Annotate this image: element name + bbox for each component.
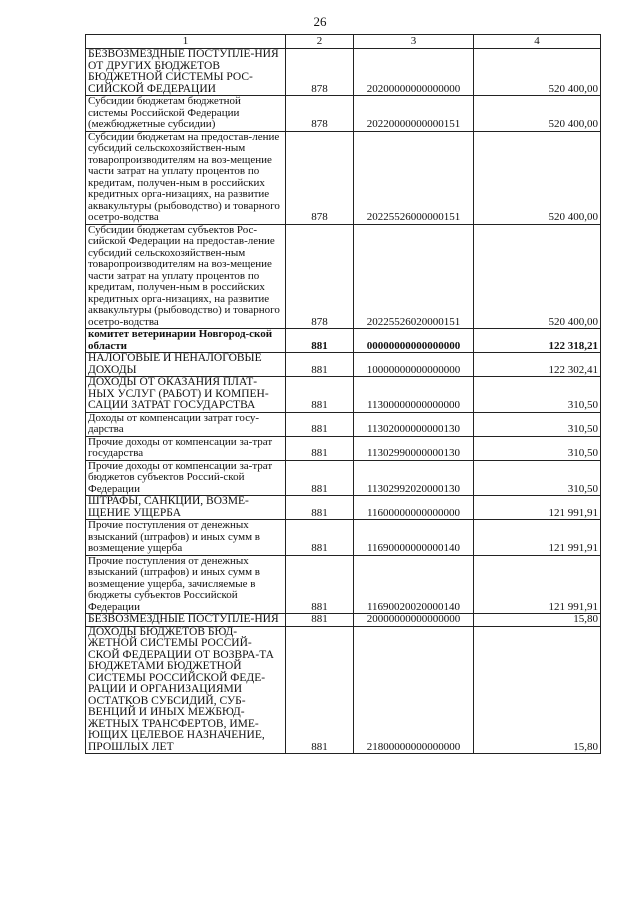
row-classification-code-cell: 11302992020000130 <box>354 460 474 496</box>
table-row <box>86 460 601 496</box>
row-admin-code-cell: 881 <box>286 329 354 353</box>
header-row <box>86 35 601 49</box>
row-name-cell: БЕЗВОЗМЕЗДНЫЕ ПОСТУПЛЕ-НИЯ ОТ ДРУГИХ БЮДЖЕТОВ БЮДЖЕТНОЙ СИСТЕМЫ РОС-СИЙСКОЙ ФЕДЕРАЦИИ <box>86 49 286 96</box>
row-amount-cell: 310,50 <box>474 460 601 496</box>
row-amount-cell: 122 302,41 <box>474 353 601 377</box>
row-admin-code-cell: 881 <box>286 436 354 460</box>
row-amount-cell: 310,50 <box>474 412 601 436</box>
table-row <box>86 131 601 224</box>
column-header: 2 <box>286 35 354 49</box>
row-classification-code-cell: 20225526020000151 <box>354 224 474 329</box>
table-row <box>86 626 601 754</box>
row-amount-cell: 15,80 <box>474 614 601 627</box>
row-classification-code-cell: 11600000000000000 <box>354 496 474 520</box>
row-name-cell: Прочие доходы от компенсации за-трат бюджетов субъектов Россий-ской Федерации <box>86 460 286 496</box>
table-row <box>86 520 601 556</box>
row-admin-code-cell: 881 <box>286 614 354 627</box>
table-row <box>86 329 601 353</box>
row-classification-code-cell: 20220000000000151 <box>354 96 474 132</box>
row-admin-code-cell: 881 <box>286 412 354 436</box>
row-classification-code-cell: 20000000000000000 <box>354 614 474 627</box>
table-row <box>86 353 601 377</box>
table-row <box>86 96 601 132</box>
table-row <box>86 377 601 413</box>
column-header: 4 <box>474 35 601 49</box>
row-classification-code-cell: 20225526000000151 <box>354 131 474 224</box>
table-row <box>86 436 601 460</box>
table-row <box>86 614 601 627</box>
row-admin-code-cell: 881 <box>286 496 354 520</box>
row-admin-code-cell: 878 <box>286 131 354 224</box>
row-classification-code-cell: 20200000000000000 <box>354 49 474 96</box>
table-row <box>86 224 601 329</box>
row-amount-cell: 121 991,91 <box>474 555 601 614</box>
row-classification-code-cell: 21800000000000000 <box>354 626 474 754</box>
row-admin-code-cell: 881 <box>286 555 354 614</box>
row-classification-code-cell: 11300000000000000 <box>354 377 474 413</box>
row-name-cell: комитет ветеринарии Новгород-ской области <box>86 329 286 353</box>
row-name-cell: Прочие доходы от компенсации за-трат государства <box>86 436 286 460</box>
row-amount-cell: 121 991,91 <box>474 496 601 520</box>
row-name-cell: Доходы от компенсации затрат госу-дарства <box>86 412 286 436</box>
row-admin-code-cell: 881 <box>286 626 354 754</box>
row-name-cell: ШТРАФЫ, САНКЦИИ, ВОЗМЕ-ЩЕНИЕ УЩЕРБА <box>86 496 286 520</box>
row-admin-code-cell: 881 <box>286 353 354 377</box>
row-amount-cell: 310,50 <box>474 436 601 460</box>
table-row <box>86 49 601 96</box>
table-row <box>86 496 601 520</box>
row-classification-code-cell: 11690020020000140 <box>354 555 474 614</box>
row-amount-cell: 520 400,00 <box>474 131 601 224</box>
row-classification-code-cell: 11690000000000140 <box>354 520 474 556</box>
row-classification-code-cell: 11302990000000130 <box>354 436 474 460</box>
row-amount-cell: 15,80 <box>474 626 601 754</box>
row-classification-code-cell: 11302000000000130 <box>354 412 474 436</box>
budget-table <box>85 34 601 754</box>
row-amount-cell: 520 400,00 <box>474 49 601 96</box>
row-admin-code-cell: 878 <box>286 49 354 96</box>
row-name-cell: Прочие поступления от денежных взысканий (штрафов) и иных сумм в возмещение ущерба, зачисляемые в бюджеты субъектов Российской Федерации <box>86 555 286 614</box>
row-amount-cell: 122 318,21 <box>474 329 601 353</box>
table-row <box>86 412 601 436</box>
row-classification-code-cell: 00000000000000000 <box>354 329 474 353</box>
row-classification-code-cell: 10000000000000000 <box>354 353 474 377</box>
row-name-cell: БЕЗВОЗМЕЗДНЫЕ ПОСТУПЛЕ-НИЯ <box>86 614 286 627</box>
row-admin-code-cell: 881 <box>286 460 354 496</box>
row-admin-code-cell: 881 <box>286 377 354 413</box>
page-number: 26 <box>313 14 327 29</box>
column-header: 3 <box>354 35 474 49</box>
row-name-cell: Субсидии бюджетам на предостав-ление субсидий сельскохозяйствен-ным товаропроизводителям на воз-мещение части затрат на уплату процентов по кредитам, получен-ным в российских кредитных орга-низациях, на развитие аквакультуры (рыбоводство) и товарного осетро-водства <box>86 131 286 224</box>
row-admin-code-cell: 878 <box>286 224 354 329</box>
row-amount-cell: 310,50 <box>474 377 601 413</box>
row-admin-code-cell: 878 <box>286 96 354 132</box>
row-name-cell: Прочие поступления от денежных взысканий (штрафов) и иных сумм в возмещение ущерба <box>86 520 286 556</box>
row-name-cell: Субсидии бюджетам субъектов Рос-сийской Федерации на предостав-ление субсидий сельскохозяйствен-ным товаропроизводителям на воз-мещение части затрат на уплату процентов по кредитам, получен-ным в российских кредитных орга-низациях, на развитие аквакультуры (рыбоводство) и товарного осетро-водства <box>86 224 286 329</box>
row-name-cell: ДОХОДЫ ОТ ОКАЗАНИЯ ПЛАТ-НЫХ УСЛУГ (РАБОТ) И КОМПЕН-САЦИИ ЗАТРАТ ГОСУДАРСТВА <box>86 377 286 413</box>
row-amount-cell: 121 991,91 <box>474 520 601 556</box>
row-name-cell: НАЛОГОВЫЕ И НЕНАЛОГОВЫЕ ДОХОДЫ <box>86 353 286 377</box>
row-admin-code-cell: 881 <box>286 520 354 556</box>
row-name-cell: Субсидии бюджетам бюджетной системы Российской Федерации (межбюджетные субсидии) <box>86 96 286 132</box>
row-amount-cell: 520 400,00 <box>474 96 601 132</box>
row-name-cell: ДОХОДЫ БЮДЖЕТОВ БЮД-ЖЕТНОЙ СИСТЕМЫ РОССИЙ-СКОЙ ФЕДЕРАЦИИ ОТ ВОЗВРА-ТА БЮДЖЕТАМИ БЮДЖЕТНОЙ СИСТЕМЫ РОССИЙСКОЙ ФЕДЕ-РАЦИИ И ОРГАНИЗАЦИЯМИ ОСТАТКОВ СУБСИДИЙ, СУБ-ВЕНЦИЙ И ИНЫХ МЕЖБЮД-ЖЕТНЫХ ТРАНСФЕРТОВ, ИМЕ-ЮЩИХ ЦЕЛЕВОЕ НАЗНАЧЕНИЕ, ПРОШЛЫХ ЛЕТ <box>86 626 286 754</box>
row-amount-cell: 520 400,00 <box>474 224 601 329</box>
table-row <box>86 555 601 614</box>
column-header: 1 <box>86 35 286 49</box>
